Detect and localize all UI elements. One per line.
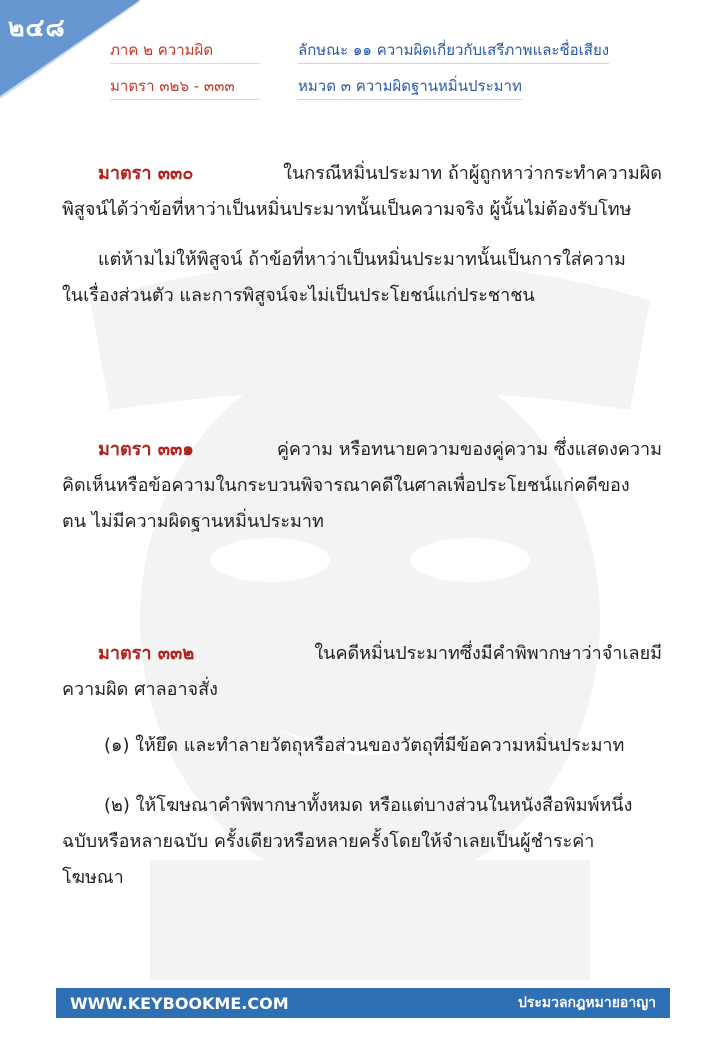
section-332 (62, 636, 662, 896)
paragraph-line: คิดเห็นหรือข้อความในกระบวนพิจารณาคดีในศาลเพื่อประโยชน์แก่คดีของ (62, 475, 630, 496)
list-item: (๑) ให้ยึด และทำลายวัตถุหรือส่วนของวัตถุที่มีข้อความหมิ่นประมาท (104, 735, 625, 756)
list-item: (๒) ให้โฆษณาคำพิพากษาทั้งหมด หรือแต่บางส่วนในหนังสือพิมพ์หนึ่ง (104, 795, 633, 816)
page-number: ๒๔๘ (8, 13, 66, 42)
header-division: หมวด ๓ ความผิดฐานหมิ่นประมาท (298, 74, 522, 100)
section-331 (62, 432, 662, 540)
paragraph-line: พิสูจน์ได้ว่าข้อที่หาว่าเป็นหมิ่นประมาทนั้นเป็นความจริง ผู้นั้นไม่ต้องรับโทษ (62, 199, 632, 220)
paragraph-line: ตน ไม่มีความผิดฐานหมิ่นประมาท (62, 511, 324, 532)
section-title: มาตรา ๓๓๑ (98, 439, 194, 460)
paragraph-line: ความผิด ศาลอาจสั่ง (62, 679, 218, 700)
paragraph-line: คู่ความ หรือทนายความของคู่ความ ซึ่งแสดงความ (276, 439, 662, 460)
header-sections-range: มาตรา ๓๒๖ - ๓๓๓ (110, 74, 260, 100)
footer-website-link[interactable]: WWW.KEYBOOKME.COM (70, 993, 289, 1013)
paragraph-line: ในคดีหมิ่นประมาทซึ่งมีคำพิพากษาว่าจำเลยมี (314, 643, 662, 664)
paragraph-line: ในกรณีหมิ่นประมาท ถ้าผู้ถูกหาว่ากระทำความผิด (283, 163, 662, 184)
section-330 (62, 156, 662, 314)
footer-book-title: ประมวลกฎหมายอาญา (517, 995, 656, 1011)
section-title: มาตรา ๓๓๒ (98, 643, 195, 664)
paragraph-line: แต่ห้ามไม่ให้พิสูจน์ ถ้าข้อที่หาว่าเป็นหมิ่นประมาทนั้นเป็นการใส่ความ (98, 249, 626, 270)
section-title: มาตรา ๓๓๐ (98, 163, 194, 184)
paragraph-line: โฆษณา (62, 867, 124, 888)
paragraph-line: ในเรื่องส่วนตัว และการพิสูจน์จะไม่เป็นประโยชน์แก่ประชาชน (62, 285, 535, 306)
header-chapter: ลักษณะ ๑๑ ความผิดเกี่ยวกับเสรีภาพและชื่อเสียง (298, 38, 609, 64)
header-part: ภาค ๒ ความผิด (110, 38, 260, 64)
footer-bar (56, 988, 670, 1018)
paragraph-line: ฉบับหรือหลายฉบับ ครั้งเดียวหรือหลายครั้งโดยให้จำเลยเป็นผู้ชำระค่า (62, 831, 595, 852)
